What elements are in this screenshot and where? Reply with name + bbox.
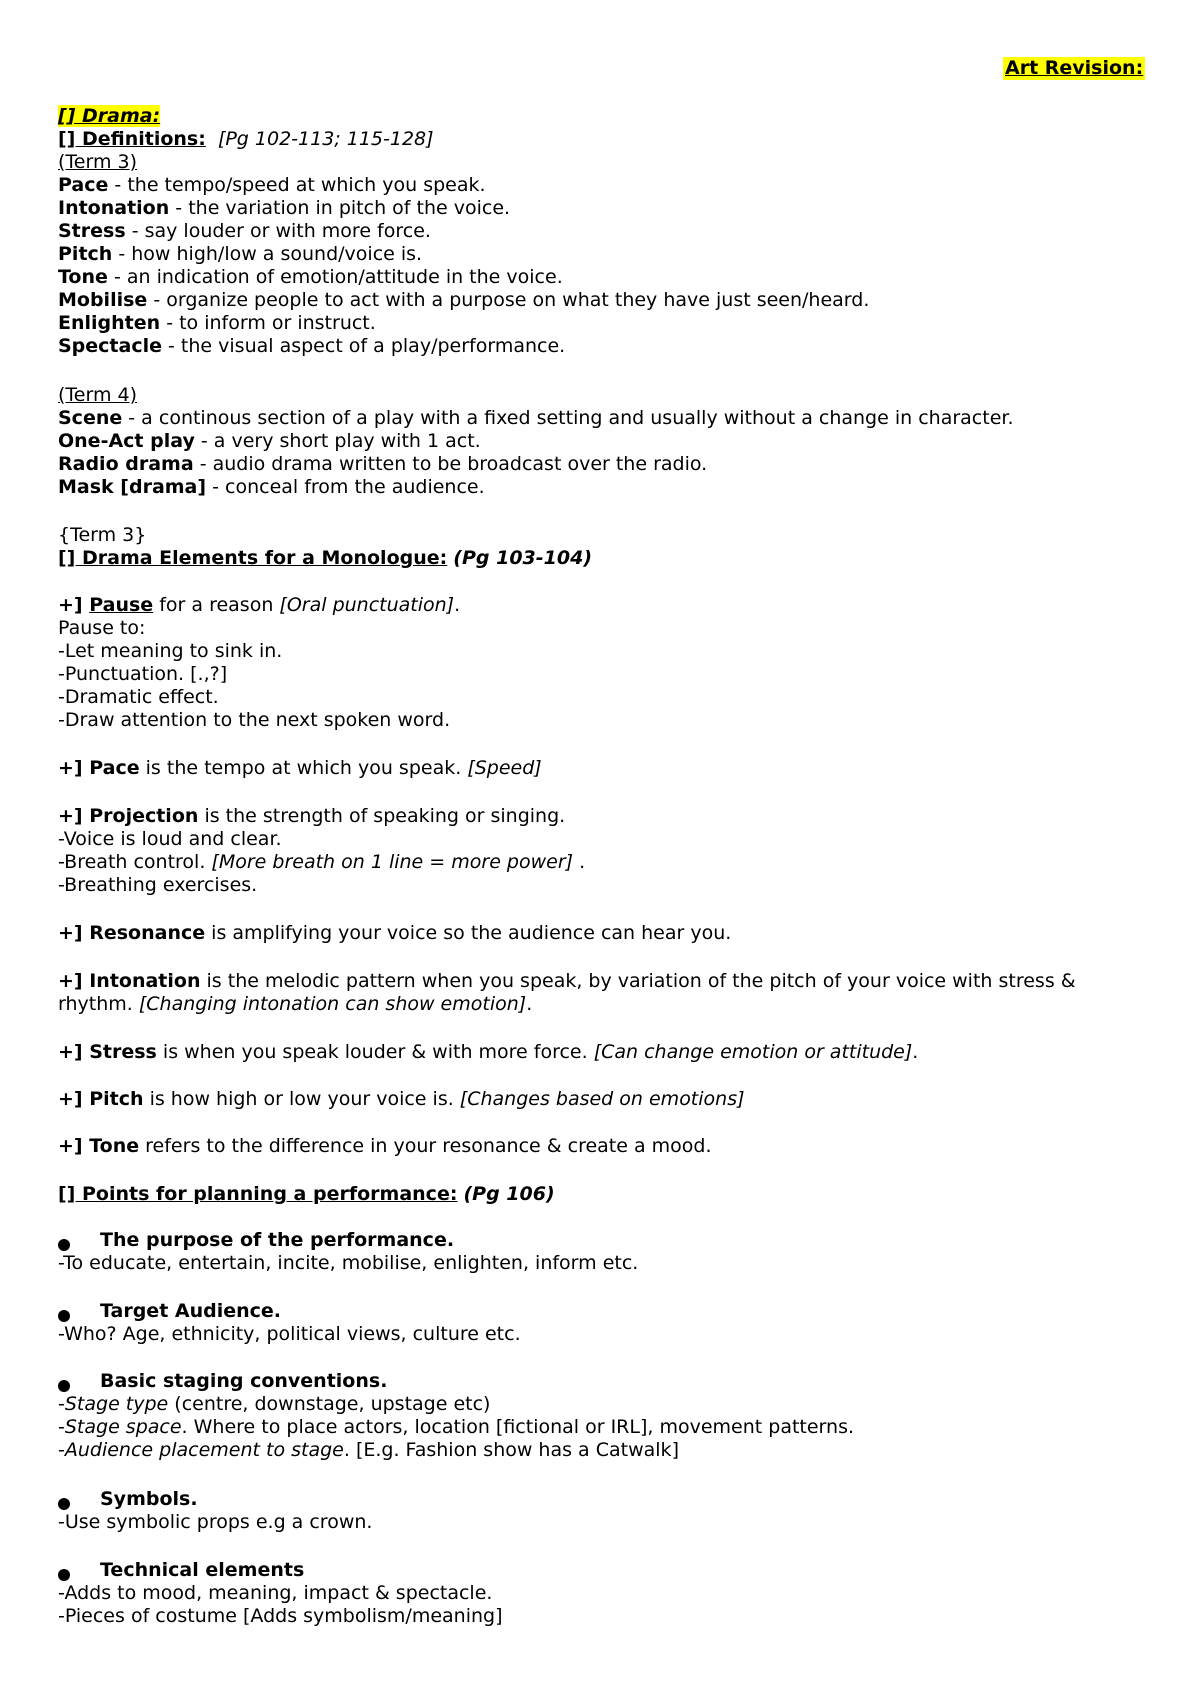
element-pace: +] Pace is the tempo at which you speak. [Speed] <box>58 757 542 779</box>
staging-line: -Stage type (centre, downstage, upstage etc) <box>58 1393 491 1415</box>
element-pause: +] Pause for a reason [Oral punctuation]. <box>58 594 461 616</box>
element-pitch: +] Pitch is how high or low your voice is. [Changes based on emotions] <box>58 1088 745 1110</box>
definition-item: Radio drama - audio drama written to be broadcast over the radio. <box>58 453 708 475</box>
pause-item: -Let meaning to sink in. <box>58 640 283 662</box>
staging-line: -Audience placement to stage. [E.g. Fashion show has a Catwalk] <box>58 1439 679 1461</box>
term3-label: (Term 3) <box>58 151 138 173</box>
monologue-term-label: {Term 3} <box>58 524 147 546</box>
definition-item: Intonation - the variation in pitch of the voice. <box>58 197 511 219</box>
planning-point-title: Symbols. <box>100 1488 198 1510</box>
projection-item: -Breath control. [More breath on 1 line = more power] . <box>58 851 586 873</box>
monologue-heading: [] Drama Elements for a Monologue: (Pg 103-104) <box>58 547 592 569</box>
definition-item: Scene - a continous section of a play with a fixed setting and usually without a change in character. <box>58 407 1014 429</box>
definition-item: One-Act play - a very short play with 1 act. <box>58 430 481 452</box>
element-stress: +] Stress is when you speak louder & with more force. [Can change emotion or attitude]. <box>58 1041 919 1063</box>
pause-item: -Dramatic effect. <box>58 686 219 708</box>
planning-point-line: -Use symbolic props e.g a crown. <box>58 1511 373 1533</box>
element-intonation: +] Intonation is the melodic pattern when you speak, by variation of the pitch of your voice with stress & <box>58 970 1076 992</box>
planning-point-line: -Who? Age, ethnicity, political views, culture etc. <box>58 1323 521 1345</box>
bullet-icon <box>58 1569 70 1581</box>
drama-heading: [] Drama: <box>58 105 161 127</box>
planning-point-line: -To educate, entertain, incite, mobilise, enlighten, inform etc. <box>58 1252 639 1274</box>
definition-item: Pitch - how high/low a sound/voice is. <box>58 243 423 265</box>
planning-point-title: Basic staging conventions. <box>100 1370 388 1392</box>
pause-item: -Punctuation. [.,?] <box>58 663 228 685</box>
pause-subheading: Pause to: <box>58 617 146 639</box>
definition-item: Mask [drama] - conceal from the audience. <box>58 476 485 498</box>
bullet-icon <box>58 1498 70 1510</box>
bullet-icon <box>58 1310 70 1322</box>
page-title: Art Revision: <box>1005 57 1144 79</box>
planning-point-line: -Pieces of costume [Adds symbolism/meaning] <box>58 1605 503 1627</box>
planning-point-line: -Adds to mood, meaning, impact & spectacle. <box>58 1582 493 1604</box>
planning-point-title: Technical elements <box>100 1559 305 1581</box>
definition-item: Spectacle - the visual aspect of a play/performance. <box>58 335 566 357</box>
definitions-heading: [] Definitions: [Pg 102-113; 115-128] <box>58 128 434 150</box>
bullet-icon <box>58 1239 70 1251</box>
intonation-continued: rhythm. [Changing intonation can show emotion]. <box>58 993 533 1015</box>
element-projection: +] Projection is the strength of speaking or singing. <box>58 805 566 827</box>
planning-point-title: The purpose of the performance. <box>100 1229 455 1251</box>
pause-item: -Draw attention to the next spoken word. <box>58 709 451 731</box>
definition-item: Mobilise - organize people to act with a purpose on what they have just seen/heard. <box>58 289 870 311</box>
definition-item: Stress - say louder or with more force. <box>58 220 431 242</box>
planning-point-title: Target Audience. <box>100 1300 282 1322</box>
term4-label: (Term 4) <box>58 384 138 406</box>
staging-line: -Stage space. Where to place actors, location [fictional or IRL], movement patterns. <box>58 1416 855 1438</box>
projection-item: -Voice is loud and clear. <box>58 828 282 850</box>
projection-item: -Breathing exercises. <box>58 874 258 896</box>
definition-item: Tone - an indication of emotion/attitude in the voice. <box>58 266 563 288</box>
definition-item: Pace - the tempo/speed at which you speak. <box>58 174 486 196</box>
definition-item: Enlighten - to inform or instruct. <box>58 312 376 334</box>
planning-heading: [] Points for planning a performance: (Pg 106) <box>58 1183 555 1205</box>
element-tone: +] Tone refers to the difference in your resonance & create a mood. <box>58 1135 712 1157</box>
bullet-icon <box>58 1380 70 1392</box>
element-resonance: +] Resonance is amplifying your voice so the audience can hear you. <box>58 922 732 944</box>
